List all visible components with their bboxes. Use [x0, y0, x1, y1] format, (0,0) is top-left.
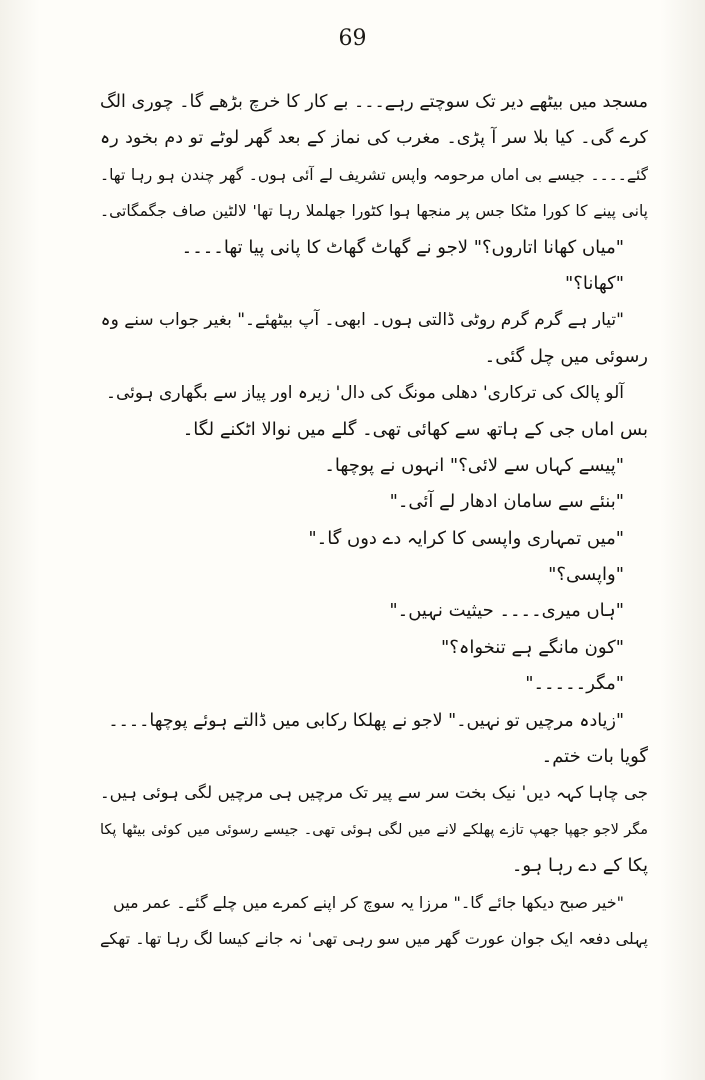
text-line-19: گویا بات ختم۔ [541, 746, 648, 768]
text-line-10: بس اماں جی کے ہاتھ سے کھائی تھی۔ گلے میں نوالا اٹکنے لگا۔ [182, 418, 648, 440]
text-line-23: "خیر صبح دیکھا جائے گا۔" مرزا یہ سوچ کر اپنے کمرے میں چلے گئے۔ عمر میں [113, 892, 624, 912]
text-line-15: "ہاں میری۔۔۔۔ حیثیت نہیں۔" [389, 600, 624, 622]
text-line-12: "بنئے سے سامان ادھار لے آئی۔" [389, 491, 624, 513]
text-line-20: جی چاہا کہہ دیں' نیک بخت سر سے پیر تک مرچیں ہی مرچیں لگی ہوئی ہیں۔ [100, 783, 648, 803]
page-body-text [100, 84, 648, 957]
text-line-14: "واپسی؟" [548, 564, 624, 586]
text-line-6: "کھانا؟" [565, 272, 624, 294]
text-line-5: "میاں کھانا اتاروں؟" لاجو نے گھاٹ گھاٹ کا پانی پیا تھا۔۔۔۔ [181, 236, 624, 258]
text-line-13: "میں تمہاری واپسی کا کرایہ دے دوں گا۔" [308, 527, 624, 549]
text-line-18: "زیادہ مرچیں تو نہیں۔" لاجو نے پھلکا رکابی میں ڈالتے ہوئے پوچھا۔۔۔۔ [108, 710, 624, 731]
text-line-11: "پیسے کہاں سے لائی؟" انہوں نے پوچھا۔ [324, 454, 624, 476]
text-line-22: پکا کے دے رہا ہو۔ [511, 855, 648, 877]
text-line-4: پانی پینے کا کورا مٹکا جس پر منجھا ہوا کٹورا جھلملا رہا تھا' لالٹین صاف جگمگاتی۔ [100, 202, 648, 221]
text-line-3: گئے۔۔۔۔ جیسے بی اماں مرحومہ واپس تشریف لے آئی ہوں۔ گھر چندن ہو رہا تھا۔ [100, 165, 648, 184]
text-line-17: "مگر۔۔۔۔۔" [525, 673, 624, 695]
page-number: 69 [338, 26, 367, 51]
text-line-16: "کون مانگے ہے تنخواہ؟" [441, 636, 624, 658]
text-line-24: پہلی دفعہ ایک جوان عورت گھر میں سو رہی تھی' نہ جانے کیسا لگ رہا تھا۔ تھکے [100, 928, 648, 948]
text-line-21: مگر لاجو جھپا جھپ تازے پھلکے لانے میں لگی ہوئی تھی۔ جیسے رسوئی میں کوئی بیٹھا پکا [100, 821, 648, 838]
text-line-1: مسجد میں بیٹھے دیر تک سوچتے رہے۔۔۔ بے کار کا خرچ بڑھے گا۔ چوری الگ [100, 92, 648, 112]
text-line-7: "تیار ہے گرم گرم روٹی ڈالتی ہوں۔ ابھی۔ آپ بیٹھئے۔" بغیر جواب سنے وہ [100, 310, 624, 331]
text-line-8: رسوئی میں چل گئی۔ [484, 345, 648, 367]
text-line-9: آلو پالک کی ترکاری' دھلی مونگ کی دال' زیرہ اور پیاز سے بگھاری ہوئی۔ [106, 383, 624, 404]
text-line-2: کرے گی۔ کیا بلا سر آ پڑی۔ مغرب کی نماز کے بعد گھر لوٹے تو دم بخود رہ [100, 128, 648, 149]
